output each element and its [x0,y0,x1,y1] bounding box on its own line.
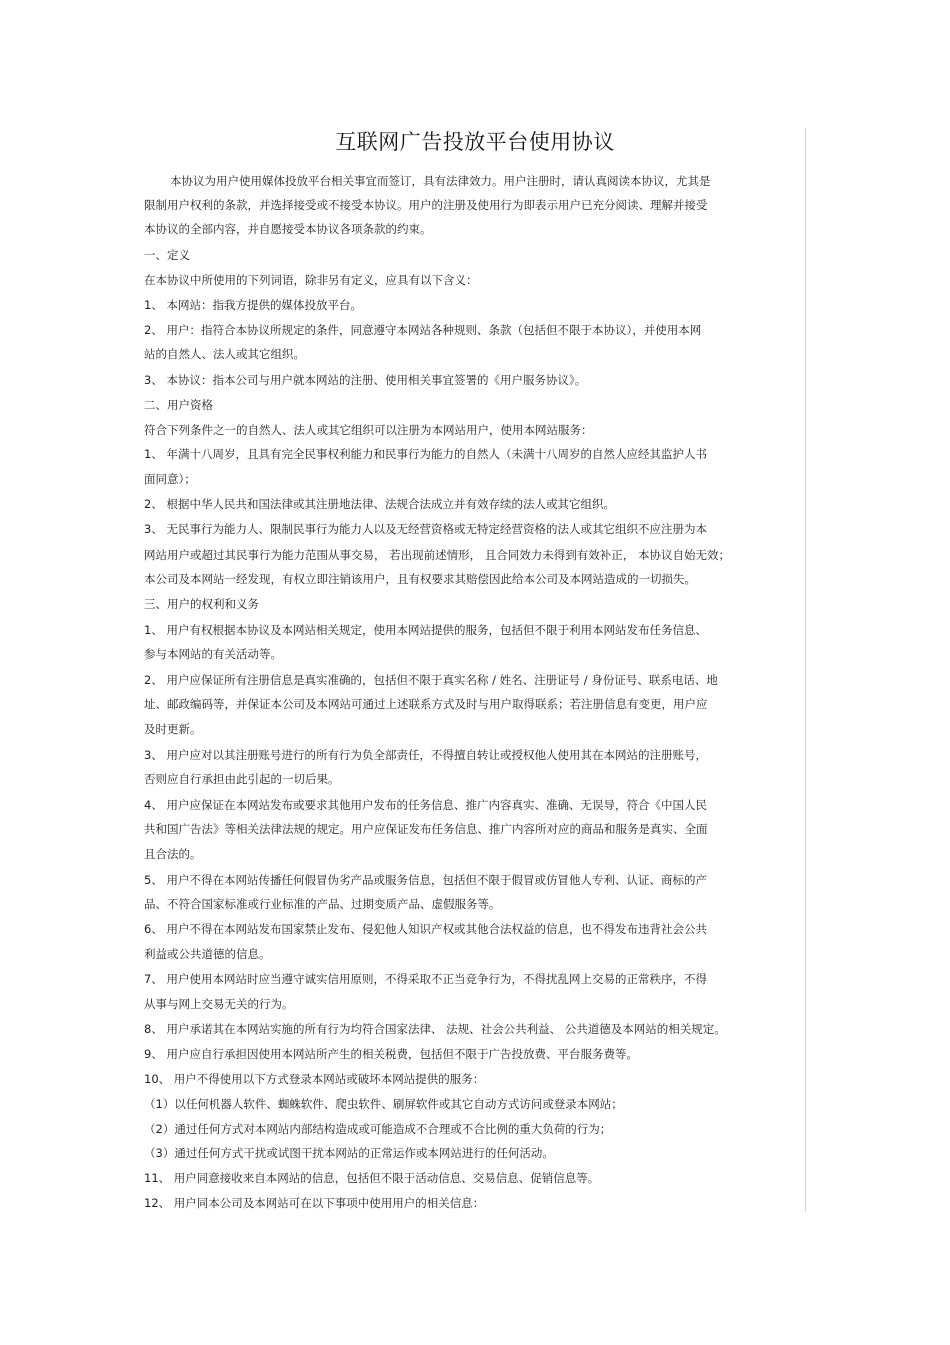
list-item: 2、 根据中华人民共和国法律或其注册地法律、法规合法成立并有效存续的法人或其它组织。 [144,497,615,511]
list-item: 3、 无民事行为能力人、限制民事行为能力人以及无经营资格或无特定经营资格的法人或其它组织不应注册为本 [144,522,707,536]
list-item: 11、 用户同意接收来自本网站的信息，包括但不限于活动信息、交易信息、促销信息等。 [144,1171,600,1185]
section-heading: 一、定义 [144,248,190,262]
paragraph-line: 本协议为用户使用媒体投放平台相关事宜而签订，具有法律效力。用户注册时，请认真阅读本协议，尤其是 [170,174,711,188]
paragraph-line: 站的自然人、法人或其它组织。 [144,347,305,361]
list-item: 1、 用户有权根据本协议及本网站相关规定，使用本网站提供的服务，包括但不限于利用本网站发布任务信息、 [144,623,707,637]
page-right-border [805,128,806,1212]
paragraph-line: 品、不符合国家标准或行业标准的产品、过期变质产品、虚假服务等。 [144,897,501,911]
list-item: 9、 用户应自行承担因使用本网站所产生的相关税费，包括但不限于广告投放费、平台服务费等。 [144,1047,638,1061]
paragraph-line: 本协议的全部内容，并自愿接受本协议各项条款的约束。 [144,222,432,236]
list-item: 2、 用户应保证所有注册信息是真实准确的，包括但不限于真实名称 / 姓名、注册证号 / 身份证号、联系电话、地 [144,673,718,687]
paragraph-line: 符合下列条件之一的自然人、法人或其它组织可以注册为本网站用户，使用本网站服务： [144,423,593,437]
list-item: 5、 用户不得在本网站传播任何假冒伪劣产品或服务信息，包括但不限于假冒或仿冒他人专利、认证、商标的产 [144,873,707,887]
list-item: （1）以任何机器人软件、蜘蛛软件、爬虫软件、刷屏软件或其它自动方式访问或登录本网站； [144,1097,623,1111]
list-item: 8、 用户承诺其在本网站实施的所有行为均符合国家法律、 法规、社会公共利益、 公共道德及本网站的相关规定。 [144,1022,726,1036]
section-heading: 二、用户资格 [144,398,213,412]
list-item: 1、 年满十八周岁，且具有完全民事权利能力和民事行为能力的自然人（未满十八周岁的自然人应经其监护人书 [144,447,707,461]
list-item: 6、 用户不得在本网站发布国家禁止发布、侵犯他人知识产权或其他合法权益的信息，也不得发布违背社会公共 [144,922,707,936]
list-item: 10、 用户不得使用以下方式登录本网站或破坏本网站提供的服务： [144,1072,485,1086]
list-item: 4、 用户应保证在本网站发布或要求其他用户发布的任务信息、推广内容真实、准确、无误导，符合《中国人民 [144,798,707,812]
document-title: 互联网广告投放平台使用协议 [335,130,615,154]
list-item: 2、 用户：指符合本协议所规定的条件，同意遵守本网站各种规则、条款（包括但不限于本协议），并使用本网 [144,323,702,337]
list-item: 3、 本协议：指本公司与用户就本网站的注册、使用相关事宜签署的《用户服务协议》。 [144,373,587,387]
list-item: 7、 用户使用本网站时应当遵守诚实信用原则，不得采取不正当竞争行为，不得扰乱网上交易的正常秩序，不得 [144,972,707,986]
paragraph-line: 网站用户或超过其民事行为能力范围从事交易， 若出现前述情形， 且合同效力未得到有效补正， 本协议自始无效； [144,548,730,562]
paragraph-line: 且合法的。 [144,847,202,861]
list-item: 1、 本网站：指我方提供的媒体投放平台。 [144,298,362,312]
paragraph-line: 及时更新。 [144,722,202,736]
paragraph-line: 利益或公共道德的信息。 [144,947,271,961]
paragraph-line: 址、邮政编码等，并保证本公司及本网站可通过上述联系方式及时与用户取得联系；若注册信息有变更，用户应 [144,697,708,711]
list-item: （3）通过任何方式干扰或试图干扰本网站的正常运作或本网站进行的任何活动。 [144,1146,554,1160]
paragraph-line: 参与本网站的有关活动等。 [144,647,282,661]
paragraph-line: 共和国广告法》等相关法律法规的规定。用户应保证发布任务信息、推广内容所对应的商品和服务是真实、全面 [144,822,708,836]
paragraph-line: 面同意）； [144,472,196,486]
section-heading: 三、用户的权利和义务 [144,597,259,611]
paragraph-line: 否则应自行承担由此引起的一切后果。 [144,772,340,786]
paragraph-line: 限制用户权利的条款，并选择接受或不接受本协议。用户的注册及使用行为即表示用户已充分阅读、理解并接受 [144,198,708,212]
paragraph-line: 本公司及本网站一经发现，有权立即注销该用户，且有权要求其赔偿因此给本公司及本网站造成的一切损失。 [144,572,696,586]
list-item: 12、 用户同本公司及本网站可在以下事项中使用用户的相关信息： [144,1196,485,1210]
list-item: （2）通过任何方式对本网站内部结构造成或可能造成不合理或不合比例的重大负荷的行为； [144,1122,612,1136]
paragraph-line: 在本协议中所使用的下列词语，除非另有定义，应具有以下含义： [144,273,478,287]
paragraph-line: 从事与网上交易无关的行为。 [144,997,294,1011]
list-item: 3、 用户应对以其注册账号进行的所有行为负全部责任，不得擅自转让或授权他人使用其在本网站的注册账号， [144,748,707,762]
